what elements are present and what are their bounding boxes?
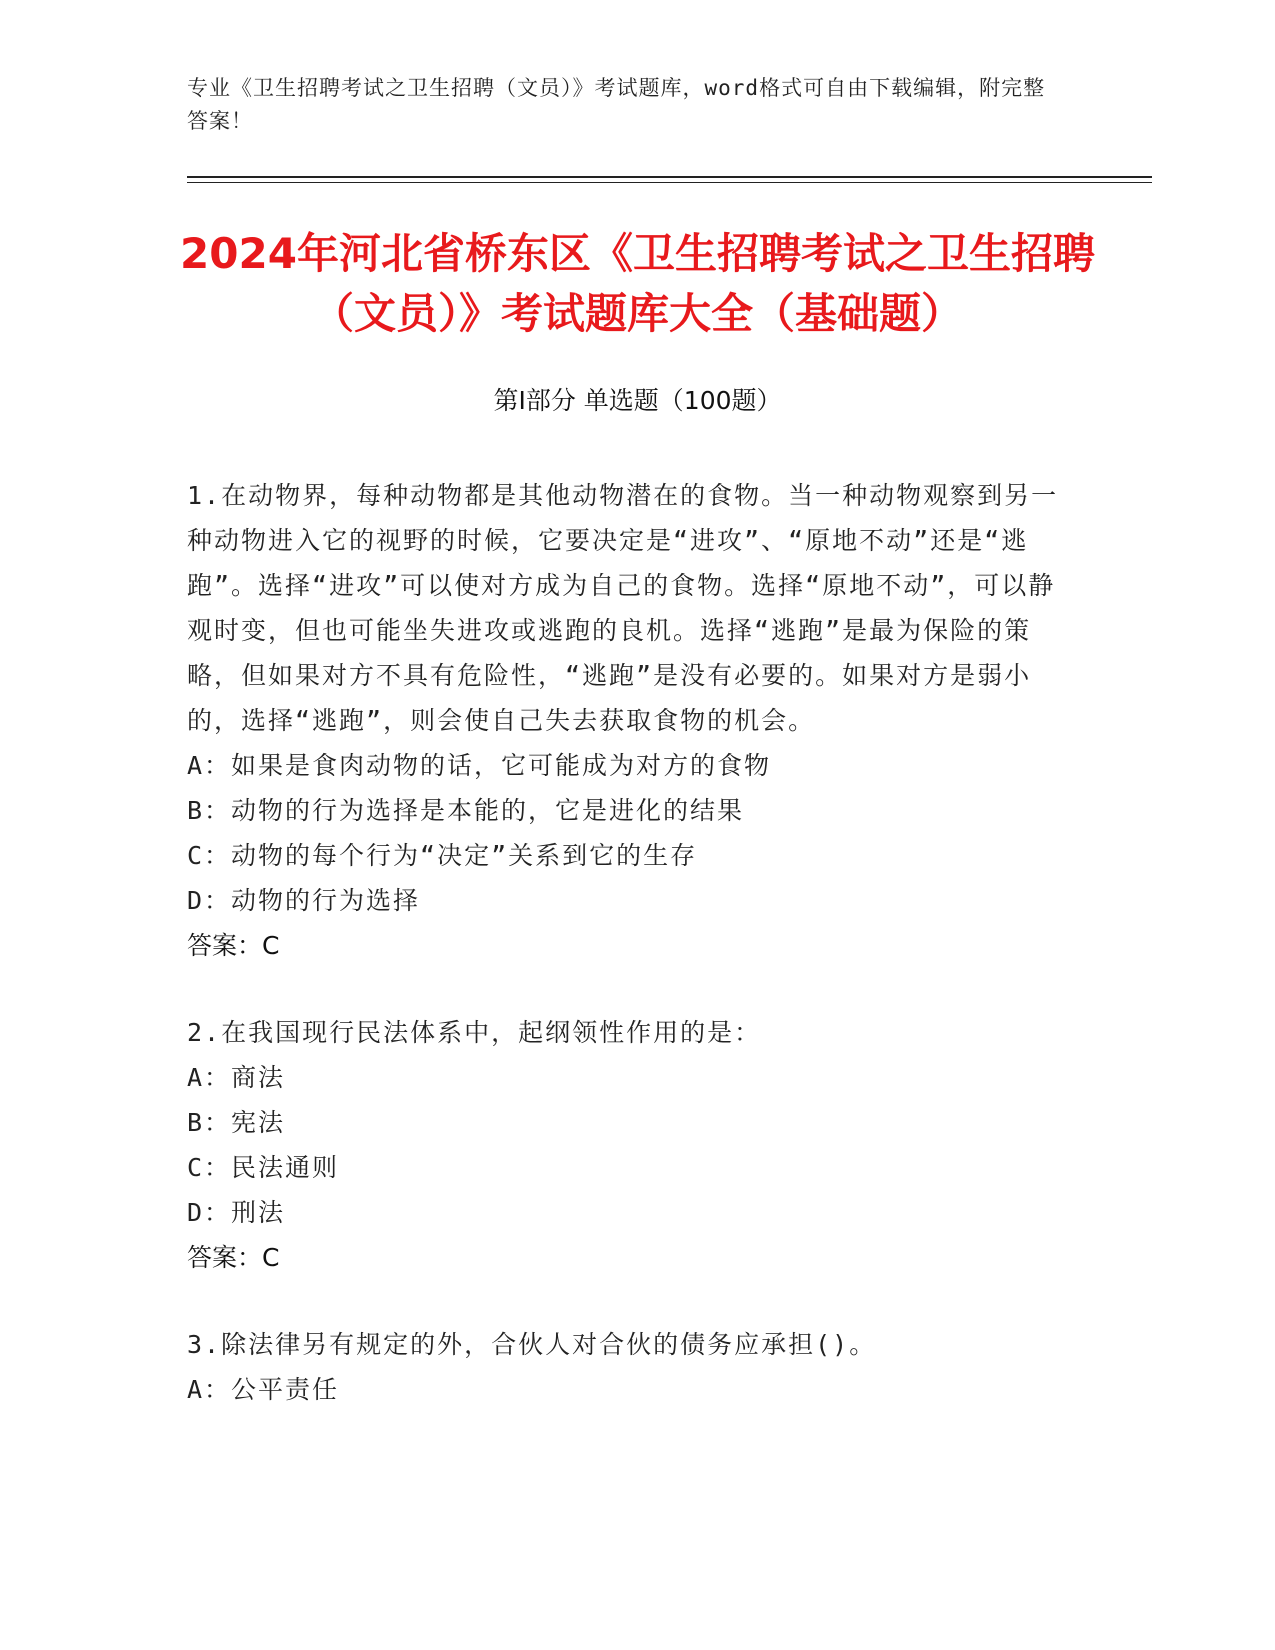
answer: 答案：C bbox=[187, 1243, 280, 1272]
header-divider-thin bbox=[187, 182, 1152, 183]
option-c: C：动物的每个行为“决定”关系到它的生存 bbox=[187, 841, 698, 870]
header-note: 专业《卫生招聘考试之卫生招聘（文员）》考试题库，word格式可自由下载编辑，附完整答案！ bbox=[187, 76, 1046, 133]
option-a: A：商法 bbox=[187, 1063, 286, 1092]
option-a: A：公平责任 bbox=[187, 1375, 340, 1404]
question-stem: 3.除法律另有规定的外，合伙人对合伙的债务应承担()。 bbox=[187, 1330, 877, 1359]
question-stem: 2.在我国现行民法体系中，起纲领性作用的是： bbox=[187, 1018, 762, 1047]
question-1 bbox=[187, 473, 1067, 968]
option-b: B：动物的行为选择是本能的，它是进化的结果 bbox=[187, 796, 745, 825]
question-list bbox=[187, 473, 1067, 1454]
header-divider-thick bbox=[187, 176, 1152, 178]
option-b: B：宪法 bbox=[187, 1108, 286, 1137]
option-c: C：民法通则 bbox=[187, 1153, 340, 1182]
answer: 答案：C bbox=[187, 931, 280, 960]
option-d: D：刑法 bbox=[187, 1198, 286, 1227]
question-3 bbox=[187, 1322, 1067, 1412]
option-a: A：如果是食肉动物的话，它可能成为对方的食物 bbox=[187, 751, 772, 780]
question-stem: 1.在动物界，每种动物都是其他动物潜在的食物。当一种动物观察到另一种动物进入它的视野的时候，它要决定是“进攻”、“原地不动”还是“逃跑”。选择“进攻”可以使对方成为自己的食物。选择“原地不动”，可以静观时变，但也可能坐失进攻或逃跑的良机。选择“逃跑”是最为保险的策略，但如果对方不具有危险性，“逃跑”是没有必要的。如果对方是弱小的，选择“逃跑”，则会使自己失去获取食物的机会。 bbox=[187, 481, 1059, 735]
option-d: D：动物的行为选择 bbox=[187, 886, 421, 915]
question-2 bbox=[187, 1010, 1067, 1280]
document-title: 2024年河北省桥东区《卫生招聘考试之卫生招聘（文员）》考试题库大全（基础题） bbox=[180, 229, 1095, 338]
section-title: 第Ⅰ部分 单选题（100题） bbox=[493, 386, 782, 415]
